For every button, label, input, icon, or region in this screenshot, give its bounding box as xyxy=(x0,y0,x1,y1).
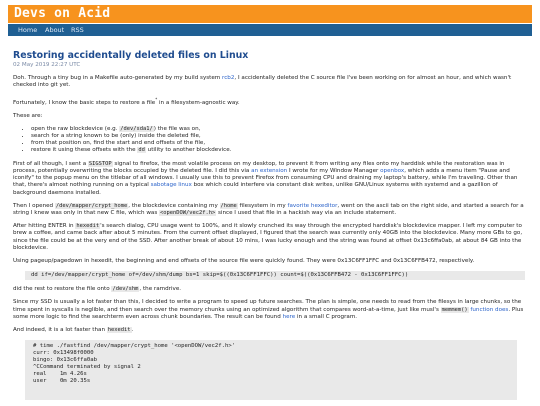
dd-command-block: dd if=/dev/mapper/crypt_home of=/dev/shm/dump bs=1 skip=$((0x13C6FF1FFC)) count=$((0x13C6FFB472 - 0x13C6FF1FFC)) xyxy=(25,271,525,280)
text: , which adds a menu item "Pause and iconify" to the popup menu on the titlebar of all windows. I usually use this to prevent Firefox from consuming CPU and draining my laptop's battery, while I'm traveling. Other than that, there's almost nothing running on a typical xyxy=(13,167,518,189)
paragraph-these-are: These are: xyxy=(13,112,43,119)
paragraph-intro xyxy=(13,75,525,89)
text: After hitting ENTER in xyxy=(13,223,76,230)
site-title-link[interactable]: Devs on Acid xyxy=(14,6,111,21)
text: did the rest to restore the file onto xyxy=(13,286,112,293)
text: in a small C program. xyxy=(295,313,358,320)
paragraph-search xyxy=(13,223,525,252)
text: And indeed, it is a lot faster than xyxy=(13,326,107,333)
post-date: 02 May 2019 22:27 UTC xyxy=(13,62,81,68)
paragraph-hexeditor xyxy=(13,203,525,217)
text: restore it using these offsets with the xyxy=(31,147,138,154)
inline-code: /dev/shm xyxy=(112,286,139,293)
text: Doh. Through a tiny bug in a Makefile auto-generated by my build system xyxy=(13,75,223,82)
text: ) the file was on, xyxy=(153,125,201,132)
text: signal to firefox, the most volatile process on my desktop, to prevent it from writing any files onto my harddisk while the restoration was in process, potentially overwriting the blocks occupied by the deleted file. I did this via xyxy=(13,160,505,174)
inline-code: dd xyxy=(138,147,145,154)
text: since I used that file in a hackish way via an include statement. xyxy=(216,209,397,216)
nav-bar xyxy=(8,24,532,36)
list-item: • search for a string known to be (only) inside the deleted file, xyxy=(31,133,525,140)
text: utility to another blockdevice. xyxy=(145,147,232,154)
here-link[interactable]: here xyxy=(282,313,296,320)
text: box which could interfere via constant disk writes, unlike GNU/Linux systems with systemd and a gazillion of background daemons installed. xyxy=(13,182,498,196)
inline-code: hexedit xyxy=(76,223,100,230)
text: Fortunately, I know the basic steps to restore a file xyxy=(13,99,156,106)
inline-code: SIGSTOP xyxy=(88,160,112,167)
text: , the blockdevice containing my xyxy=(128,202,220,209)
list-item xyxy=(31,147,525,154)
inline-code: /dev/mapper/crypt_home xyxy=(55,202,128,209)
hexeditor-link[interactable]: favorite hexeditor xyxy=(287,202,338,209)
text: First of all though, I sent a xyxy=(13,160,88,167)
text: , I accidentally deleted the C source file I've been working on for almost an hour, and which wasn't checked into git yet. xyxy=(13,75,512,89)
text: filesystem in my xyxy=(237,202,288,209)
sabotage-linux-link[interactable]: sabotage linux xyxy=(150,182,192,189)
text: , the ramdrive. xyxy=(139,286,182,293)
nav-about-link[interactable]: About xyxy=(45,26,65,34)
inline-code: /home xyxy=(220,202,237,209)
text: Since my SSD is usually a lot faster than this, I decided to write a program to speed up future searches. The plan is simple, one needs to read from the filesys in large chunks, so the time spent in syscalls is neglible, and then search over the memory chunks using an optimized algorithm that compares word-at-a-time, just like musl's xyxy=(13,299,522,313)
paragraph-restore xyxy=(13,286,525,293)
text: . xyxy=(131,326,134,333)
post-content xyxy=(13,50,525,406)
inline-code: hexedit xyxy=(107,326,131,333)
text: , went on the ascii tab on the right side, and started a search for a string I knew was only in that new C file, which was xyxy=(13,202,524,216)
inline-code: <openDOW/vec2f.h> xyxy=(160,209,216,216)
list-item: • from that position on, find the start and end offsets of the file, xyxy=(31,140,525,147)
text: . Plus some more logic to find the searchterm even across chunk boundaries. The result can be found xyxy=(13,306,524,320)
list-item xyxy=(31,126,525,133)
rcb2-link[interactable]: rcb2 xyxy=(222,75,235,82)
nav-rss-link[interactable]: RSS xyxy=(71,26,84,34)
post-title: Restoring accidentally deleted files on Linux xyxy=(13,50,249,61)
site-header xyxy=(8,5,532,23)
footnote-marker: * xyxy=(155,96,158,102)
text: in a filesystem-agnostic way. xyxy=(157,99,240,106)
nav-home-link[interactable]: Home xyxy=(18,26,38,34)
openbox-link[interactable]: openbox xyxy=(380,167,405,174)
paragraph-fastfind xyxy=(13,299,525,321)
paragraph-steps-intro xyxy=(13,96,525,107)
steps-list xyxy=(31,126,525,155)
terminal-output-block: # time ./fastfind /dev/mapper/crypt_home '<openDOW/vec2f.h>' curr: 0x13498f0000 bingo: 0x13c6ffa0ab ^CCommand terminated by signal 2 real 1m 4.26s user 0m 20.35s xyxy=(25,340,517,400)
text: open the raw blockdevice (e.g. xyxy=(31,125,120,132)
text: Then I opened xyxy=(13,202,55,209)
extension-link[interactable]: an extension xyxy=(251,167,288,174)
memmem-function-link[interactable]: function does xyxy=(468,306,509,313)
text: 's search dialog, CPU usage went to 100%, and it slowly crunched its way through the encrypted harddisk's blockdevice mapper. I left my computer to brew a coffee, and came back after about 5 minutes. From the current offset displayed, I figured that the search was currently only 40GB into the blockdevice. Many more GBs to go, since the file could be at the very end of the SSD. After another break of about 10 mins, I was lucky enough and the string was found at offset 0x13c6ffa0ab, at about 84 GB into the blockdevice. xyxy=(13,223,523,251)
inline-code: memmem() xyxy=(441,306,468,313)
paragraph-sigstop xyxy=(13,161,525,197)
paragraph-offsets: Using pageup/pagedown in hexedit, the beginning and end offsets of the source file were quickly found. They were 0x13C6FF1FFC and 0x13C6FFB472, respectively. xyxy=(13,257,475,264)
paragraph-faster xyxy=(13,327,525,334)
inline-code: /dev/sda1/ xyxy=(120,125,153,132)
text: I wrote for my Window Manager xyxy=(287,167,381,174)
